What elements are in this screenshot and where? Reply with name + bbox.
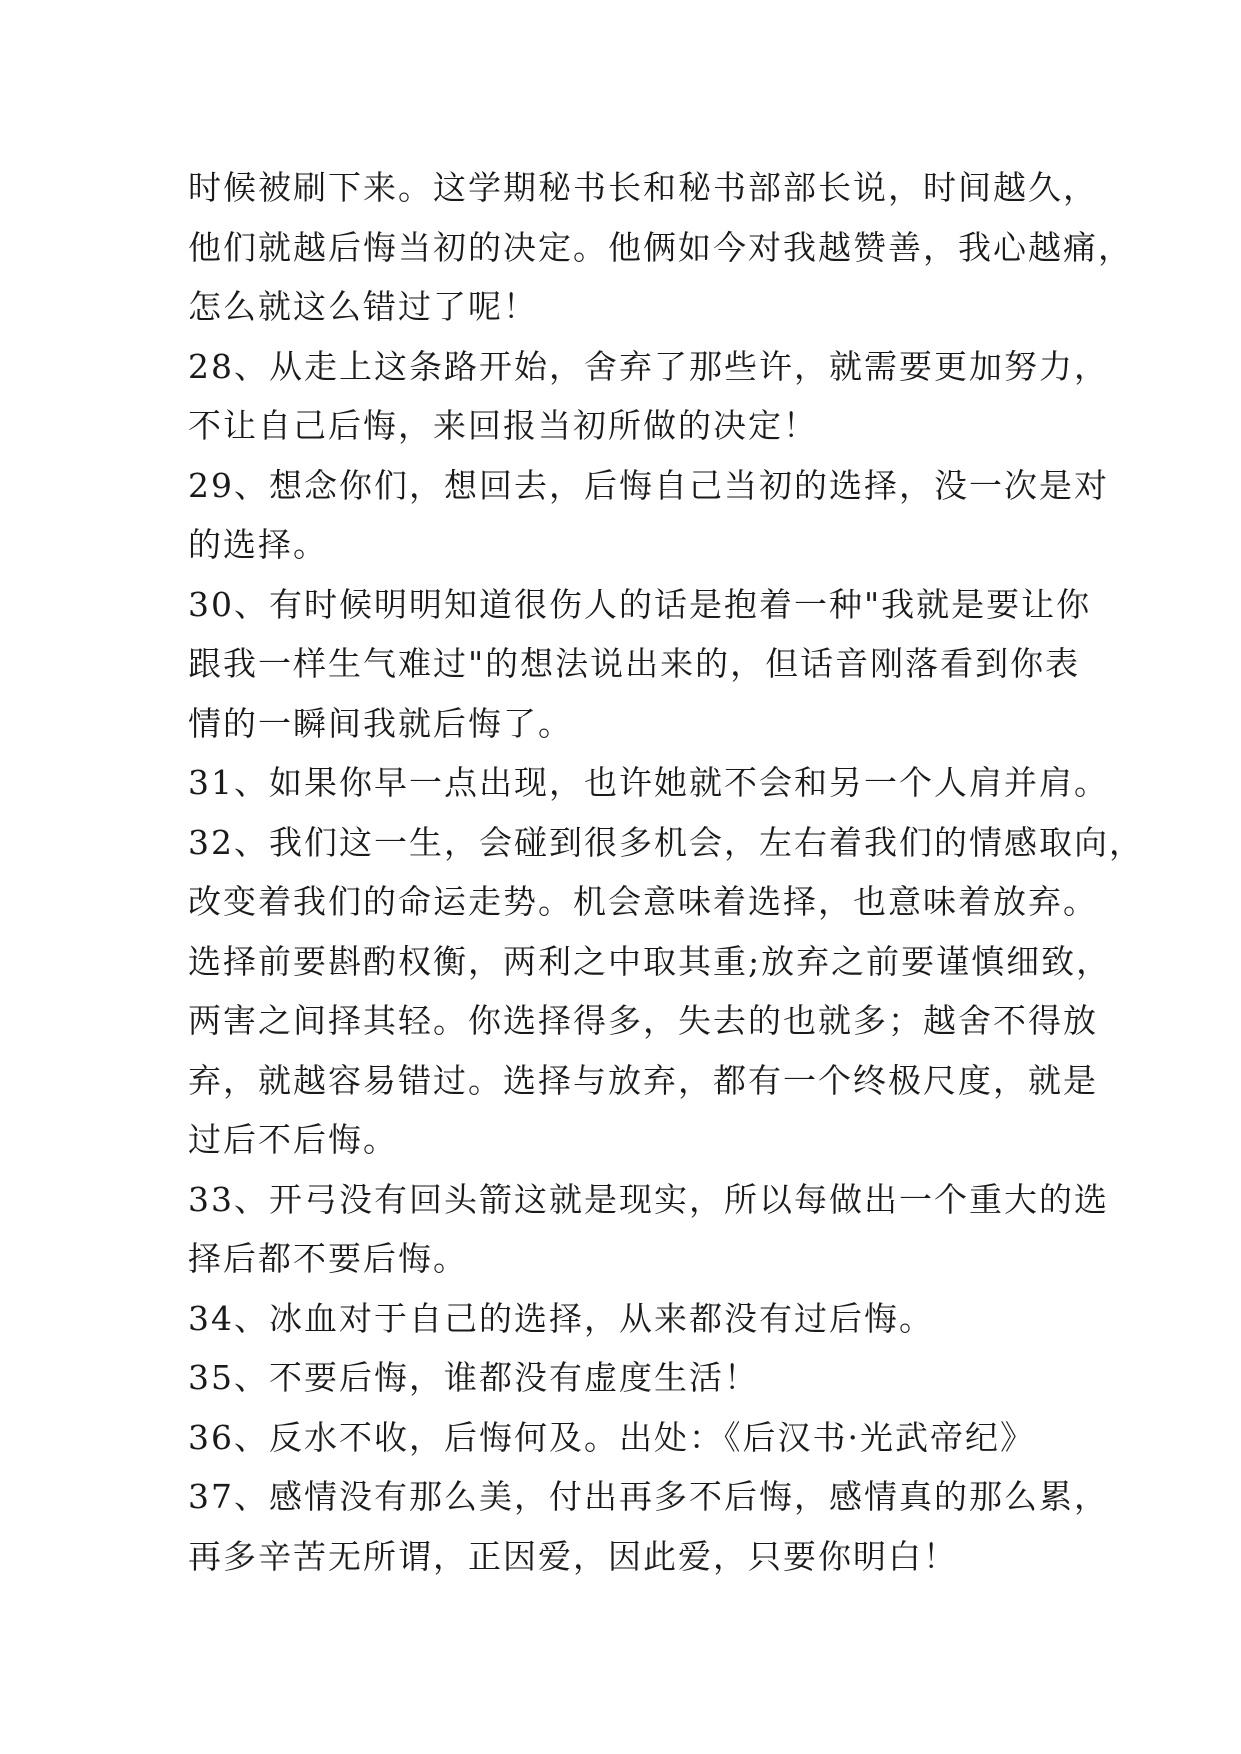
text-line: 不让自己后悔，来回报当初所做的决定！ <box>188 406 818 445</box>
text-line: 37、感情没有那么美，付出再多不后悔，感情真的那么累， <box>188 1477 1109 1516</box>
text-block <box>188 158 1144 1586</box>
text-line: 时候被刷下来。这学期秘书长和秘书部部长说，时间越久， <box>188 168 1098 207</box>
text-line: 他们就越后悔当初的决定。他俩如今对我越赞善，我心越痛， <box>188 227 1133 267</box>
text-line: 跟我一样生气难过"的想法说出来的，但话音刚落看到你表 <box>188 644 1081 683</box>
text-line: 29、想念你们，想回去，后悔自己当初的选择，没一次是对 <box>188 465 1109 505</box>
text-line: 32、我们这一生，会碰到很多机会，左右着我们的情感取向， <box>188 822 1144 862</box>
text-line: 怎么就这么错过了呢！ <box>188 287 538 326</box>
text-line: 30、有时候明明知道很伤人的话是抱着一种"我就是要让你 <box>188 584 1092 624</box>
text-line: 情的一瞬间我就后悔了。 <box>188 703 573 743</box>
text-line: 过后不后悔。 <box>188 1120 398 1159</box>
text-line: 选择前要斟酌权衡，两利之中取其重;放弃之前要谨慎细致， <box>188 941 1112 981</box>
text-line: 33、开弓没有回头箭这就是现实，所以每做出一个重大的选 <box>188 1179 1109 1219</box>
text-line: 改变着我们的命运走势。机会意味着选择，也意味着放弃。 <box>188 882 1098 921</box>
text-line: 36、反水不收，后悔何及。出处：《后汉书·光武帝纪》 <box>188 1417 1035 1457</box>
text-line: 31、如果你早一点出现，也许她就不会和另一个人肩并肩。 <box>188 763 1109 802</box>
text-line: 34、冰血对于自己的选择，从来都没有过后悔。 <box>188 1298 934 1338</box>
text-line: 28、从走上这条路开始，舍弃了那些许，就需要更加努力， <box>188 346 1109 386</box>
text-line: 再多辛苦无所谓，正因爱，因此爱，只要你明白！ <box>188 1536 958 1576</box>
text-line: 的选择。 <box>188 525 328 564</box>
text-line: 弃，就越容易错过。选择与放弃，都有一个终极尺度，就是 <box>188 1060 1098 1100</box>
text-line: 择后都不要后悔。 <box>188 1239 468 1278</box>
text-line: 两害之间择其轻。你选择得多，失去的也就多；越舍不得放 <box>188 1001 1098 1040</box>
text-line: 35、不要后悔，谁都没有虚度生活！ <box>188 1358 759 1397</box>
